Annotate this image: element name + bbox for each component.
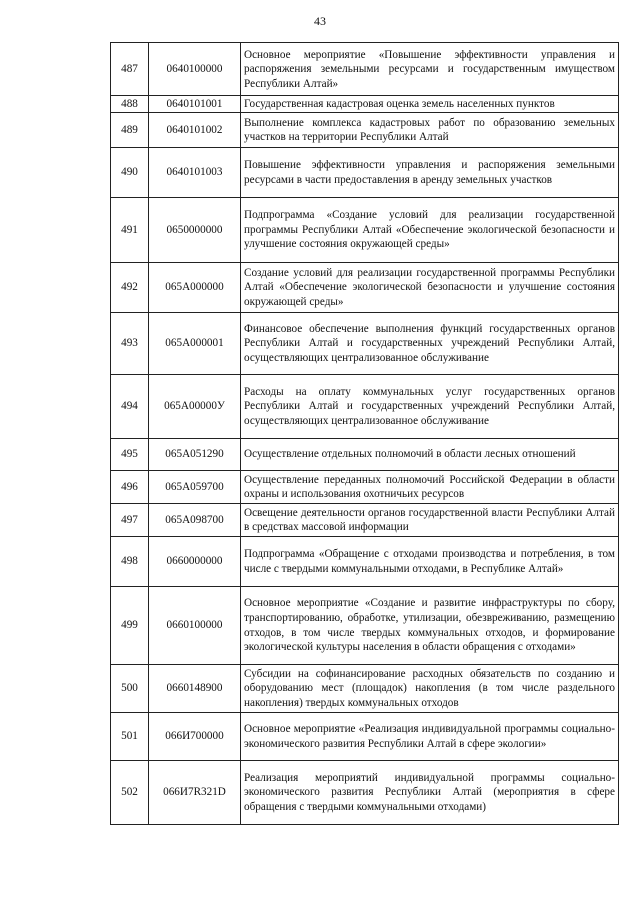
row-number: 489 (111, 112, 149, 147)
row-number: 488 (111, 96, 149, 113)
row-number: 491 (111, 197, 149, 262)
row-number: 487 (111, 43, 149, 96)
row-number: 498 (111, 536, 149, 586)
page-number: 43 (314, 14, 326, 28)
row-code: 065А098700 (149, 503, 241, 536)
row-name: Освещение деятельности органов государственной власти Республики Алтай в средствах массовой информации (241, 503, 619, 536)
table-row (111, 438, 619, 470)
table-body (111, 43, 619, 825)
table-row (111, 43, 619, 96)
budget-codes-table (110, 42, 619, 825)
row-code: 0660100000 (149, 586, 241, 664)
row-code: 0650000000 (149, 197, 241, 262)
row-name: Подпрограмма «Создание условий для реализации государственной программы Республики Алтай «Обеспечение экологической безопасности и улучшение состояния окружающей среды» (241, 197, 619, 262)
row-name: Финансовое обеспечение выполнения функций государственных органов Республики Алтай и государственных учреждений Республики Алтай, осуществляющих централизованное обслуживание (241, 312, 619, 374)
table-row (111, 664, 619, 712)
table-row (111, 586, 619, 664)
row-name: Расходы на оплату коммунальных услуг государственных органов Республики Алтай и государственных учреждений Республики Алтай, осуществляющих централизованное обслуживание (241, 374, 619, 438)
row-code: 066И700000 (149, 712, 241, 760)
table-row (111, 374, 619, 438)
table-row (111, 312, 619, 374)
row-code: 0640101003 (149, 147, 241, 197)
row-name: Реализация мероприятий индивидуальной программы социально-экономического развития Республики Алтай (мероприятия в сфере обращения с твердыми коммунальными отходами) (241, 760, 619, 824)
table-row (111, 112, 619, 147)
row-code: 0660000000 (149, 536, 241, 586)
row-code: 065А000001 (149, 312, 241, 374)
row-number: 493 (111, 312, 149, 374)
row-number: 502 (111, 760, 149, 824)
row-name: Основное мероприятие «Повышение эффективности управления и распоряжения земельными ресурсами и государственным имуществом Республики Алтай» (241, 43, 619, 96)
table-row (111, 96, 619, 113)
row-name: Осуществление переданных полномочий Российской Федерации в области охраны и использования охотничьих ресурсов (241, 470, 619, 503)
row-code: 0640101001 (149, 96, 241, 113)
row-number: 497 (111, 503, 149, 536)
row-name: Подпрограмма «Обращение с отходами производства и потребления, в том числе с твердыми коммунальными отходами, в Республике Алтай» (241, 536, 619, 586)
row-number: 494 (111, 374, 149, 438)
table-row (111, 712, 619, 760)
row-code: 0640100000 (149, 43, 241, 96)
row-number: 492 (111, 262, 149, 312)
row-name: Государственная кадастровая оценка земель населенных пунктов (241, 96, 619, 113)
row-code: 0640101002 (149, 112, 241, 147)
row-code: 065А051290 (149, 438, 241, 470)
table-row (111, 197, 619, 262)
row-name: Осуществление отдельных полномочий в области лесных отношений (241, 438, 619, 470)
row-name: Основное мероприятие «Создание и развитие инфраструктуры по сбору, транспортированию, обработке, утилизации, обезвреживанию, размещению отходов, в том числе твердых коммунальных отходов, и формирование экологической культуры населения в области обращения с отходами» (241, 586, 619, 664)
row-name: Создание условий для реализации государственной программы Республики Алтай «Обеспечение экологической безопасности и улучшение состояния окружающей среды» (241, 262, 619, 312)
row-name: Основное мероприятие «Реализация индивидуальной программы социально-экономического развития Республики Алтай в сфере экологии» (241, 712, 619, 760)
table-row (111, 536, 619, 586)
table-row (111, 262, 619, 312)
row-number: 496 (111, 470, 149, 503)
table-row (111, 470, 619, 503)
row-number: 500 (111, 664, 149, 712)
row-code: 065А000000 (149, 262, 241, 312)
row-name: Повышение эффективности управления и распоряжения земельными ресурсами в части предоставления в аренду земельных участков (241, 147, 619, 197)
row-code: 066И7R321D (149, 760, 241, 824)
row-code: 065А00000У (149, 374, 241, 438)
row-number: 490 (111, 147, 149, 197)
row-name: Выполнение комплекса кадастровых работ по образованию земельных участков на территории Республики Алтай (241, 112, 619, 147)
row-number: 501 (111, 712, 149, 760)
row-number: 499 (111, 586, 149, 664)
row-code: 0660148900 (149, 664, 241, 712)
table-row (111, 503, 619, 536)
table-row (111, 147, 619, 197)
row-number: 495 (111, 438, 149, 470)
table-row (111, 760, 619, 824)
row-name: Субсидии на софинансирование расходных обязательств по созданию и оборудованию мест (площадок) накопления (в том числе раздельного накопления) твердых коммунальных отходов (241, 664, 619, 712)
row-code: 065А059700 (149, 470, 241, 503)
